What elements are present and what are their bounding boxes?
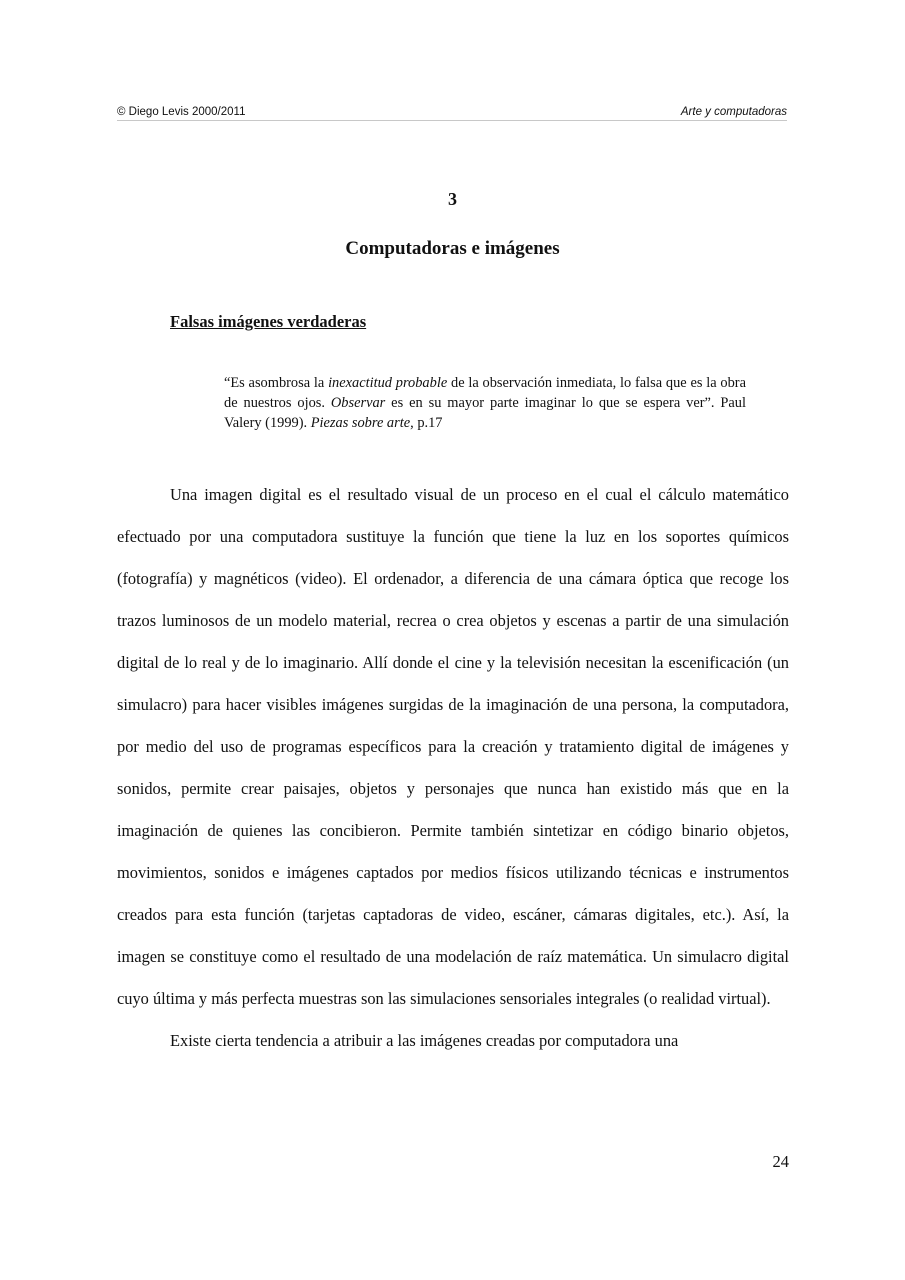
epigraph-text-2: de la observación inmediata, lo falsa que es la obra de nuestros ojos. [224,375,746,411]
header-book-title: Arte y computadoras [680,106,787,118]
epigraph-italic-3: Piezas sobre arte [310,415,411,431]
body-text [117,474,789,1062]
epigraph-quote [224,373,746,433]
paragraph-1: Una imagen digital es el resultado visual de un proceso en el cual el cálculo matemático efectuado por una computadora sustituye la función que tiene la luz en los soportes químicos (fotografía) y magnéticos (video). El ordenador, a diferencia de una cámara óptica que recoge los trazos luminosos de un modelo material, recrea o crea objetos y escenas a partir de una simulación digital de lo real y de lo imaginario. Allí donde el cine y la televisión necesitan la escenificación (un simulacro) para hacer visibles imágenes surgidas de la imaginación de una persona, la computadora, por medio del uso de programas específicos para la creación y tratamiento digital de imágenes y sonidos, permite crear paisajes, objetos y personajes que nunca han existido más que en la imaginación de quienes las concibieron. Permite también sintetizar en código binario objetos, movimientos, sonidos e imágenes captados por medios físicos utilizando técnicas e instrumentos creados para esta función (tarjetas captadoras de video, escáner, cámaras digitales, etc.). Así, la imagen se constituye como el resultado de una modelación de raíz matemática. Un simulacro digital cuyo última y más perfecta muestras son las simulaciones sensoriales integrales (o realidad virtual). [117,485,789,1008]
header-copyright: © Diego Levis 2000/2011 [117,106,246,118]
chapter-title: Computadoras e imágenes [345,238,560,259]
page-number: 24 [772,1152,789,1171]
epigraph-text-1: “Es asombrosa la [224,375,329,391]
epigraph-text-4: , p.17 [410,415,443,431]
epigraph-text-3: es en su mayor parte imaginar lo que se espera ver”. Paul Valery (1999). [224,395,746,431]
running-header [117,106,787,121]
chapter-number: 3 [448,189,457,209]
paragraph-2: Existe cierta tendencia a atribuir a las imágenes creadas por computadora una [170,1031,679,1050]
epigraph-italic-1: inexactitud probable [328,375,448,391]
section-heading: Falsas imágenes verdaderas [170,312,367,331]
epigraph-italic-2: Observar [330,395,386,411]
